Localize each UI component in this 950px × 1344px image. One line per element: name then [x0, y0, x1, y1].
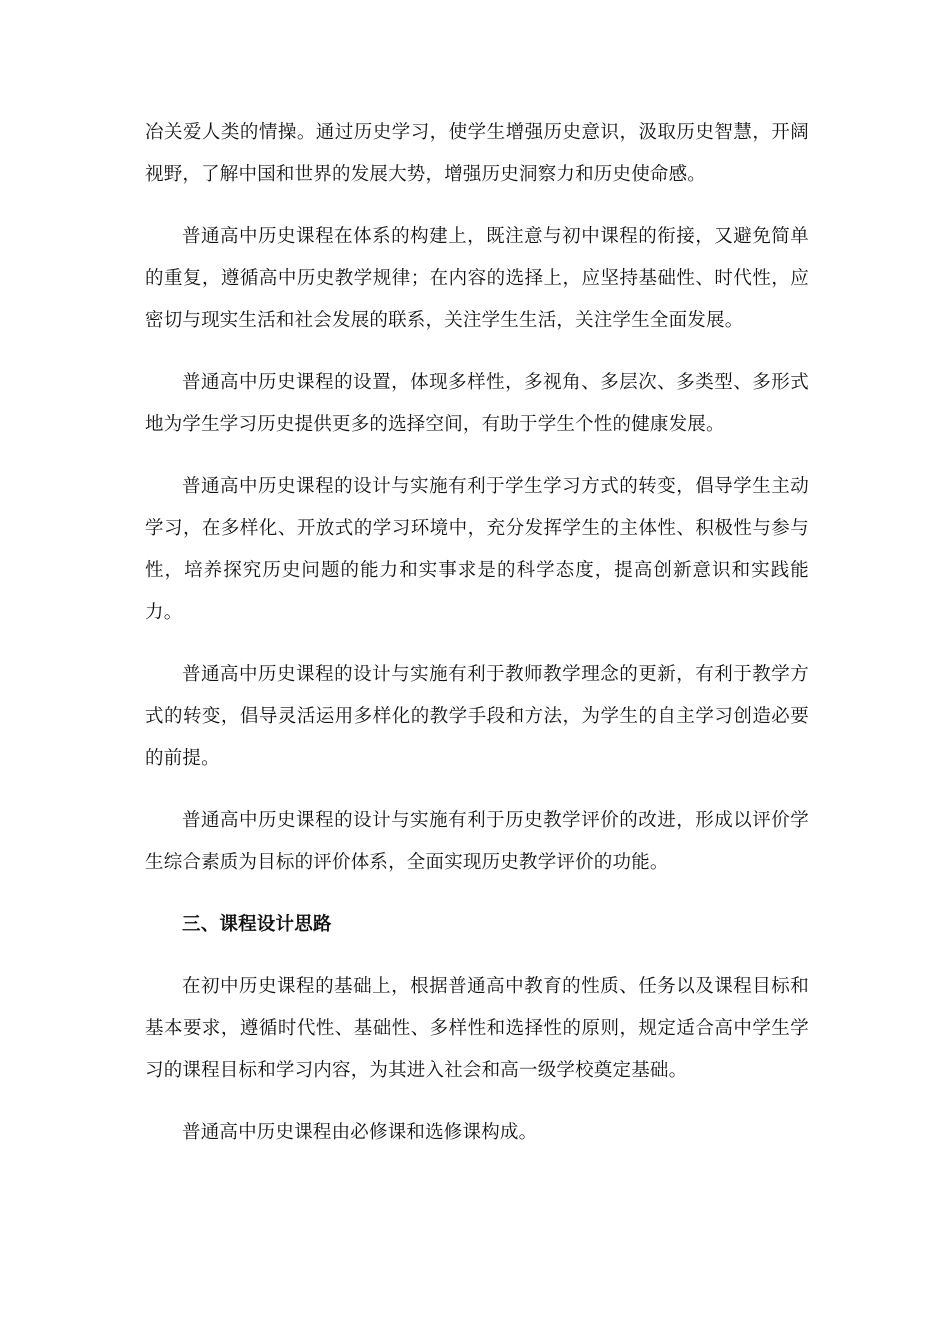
- paragraph: 普通高中历史课程的设置，体现多样性，多视角、多层次、多类型、多形式地为学生学习历史提供更多的选择空间，有助于学生个性的健康发展。: [145, 372, 809, 435]
- paragraph: 普通高中历史课程的设计与实施有利于学生学习方式的转变，倡导学生主动学习，在多样化、开放式的学习环境中，充分发挥学生的主体性、积极性与参与性，培养探究历史问题的能力和实事求是的科学态度，提高创新意识和实践能力。: [145, 476, 809, 623]
- paragraph: 普通高中历史课程的设计与实施有利于教师教学理念的更新，有利于教学方式的转变，倡导灵活运用多样化的教学手段和方法，为学生的自主学习创造必要的前提。: [145, 664, 809, 769]
- paragraph: 普通高中历史课程的设计与实施有利于历史教学评价的改进，形成以评价学生综合素质为目标的评价体系，全面实现历史教学评价的功能。: [145, 810, 809, 873]
- document-body: [145, 112, 809, 1174]
- paragraph-continuation: 冶关爱人类的情操。通过历史学习，使学生增强历史意识，汲取历史智慧，开阔视野，了解中国和世界的发展大势，增强历史洞察力和历史使命感。: [145, 122, 809, 185]
- paragraph: 普通高中历史课程在体系的构建上，既注意与初中课程的衔接，又避免简单的重复，遵循高中历史教学规律；在内容的选择上，应坚持基础性、时代性，应密切与现实生活和社会发展的联系，关注学生生活，关注学生全面发展。: [145, 226, 809, 331]
- section-heading: 三、课程设计思路: [182, 914, 332, 935]
- paragraph: 普通高中历史课程由必修课和选修课构成。: [182, 1122, 538, 1143]
- paragraph: 在初中历史课程的基础上，根据普通高中教育的性质、任务以及课程目标和基本要求，遵循时代性、基础性、多样性和选择性的原则，规定适合高中学生学习的课程目标和学习内容，为其进入社会和高一级学校奠定基础。: [145, 976, 809, 1081]
